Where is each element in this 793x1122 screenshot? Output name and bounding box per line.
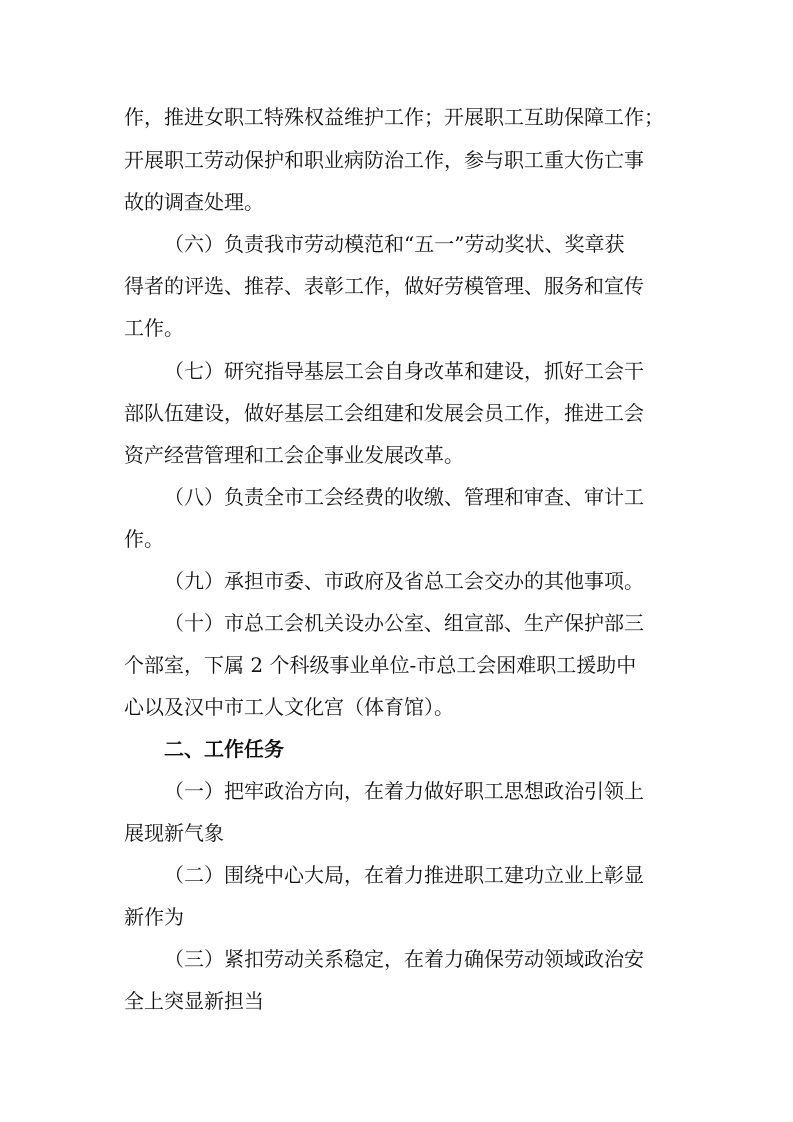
text-line: 部队伍建设，做好基层工会组建和发展会员工作，推进工会 — [124, 401, 644, 425]
section-heading: 二、工作任务 — [164, 737, 284, 761]
text-line: 开展职工劳动保护和职业病防治工作，参与职工重大伤亡事 — [124, 148, 644, 172]
text-line: 心以及汉中市工人文化宫（体育馆）。 — [124, 695, 454, 719]
paragraph-first-line: （十）市总工会机关设办公室、组宣部、生产保护部三 — [164, 611, 644, 635]
text-line: 资产经营管理和工会企事业发展改革。 — [124, 443, 464, 467]
paragraph-first-line: （六）负责我市劳动模范和“五一”劳动奖状、奖章获 — [164, 232, 625, 256]
text-line: 作。 — [124, 527, 164, 551]
paragraph-first-line: （九）承担市委、市政府及省总工会交办的其他事项。 — [164, 569, 644, 593]
paragraph-first-line: （三）紧扣劳动关系稳定，在着力确保劳动领域政治安 — [164, 947, 644, 971]
text-line: 故的调查处理。 — [124, 190, 264, 214]
paragraph-first-line: （八）负责全市工会经费的收缴、管理和审查、审计工 — [164, 485, 644, 509]
text-line: 工作。 — [124, 316, 184, 340]
text-line: 新作为 — [124, 905, 184, 929]
paragraph-first-line: （二）围绕中心大局，在着力推进职工建功立业上彰显 — [164, 863, 644, 887]
text-line: 全上突显新担当 — [124, 989, 264, 1013]
paragraph-first-line: （七）研究指导基层工会自身改革和建设，抓好工会干 — [164, 359, 644, 383]
text-line: 得者的评选、推荐、表彰工作，做好劳模管理、服务和宣传 — [124, 274, 644, 298]
paragraph-first-line: （一）把牢政治方向，在着力做好职工思想政治引领上 — [164, 779, 644, 803]
text-line: 个部室，下属 2 个科级事业单位-市总工会困难职工援助中 — [124, 653, 637, 677]
text-line: 展现新气象 — [124, 821, 224, 845]
text-line: 作，推进女职工特殊权益维护工作；开展职工互助保障工作； — [124, 105, 664, 129]
